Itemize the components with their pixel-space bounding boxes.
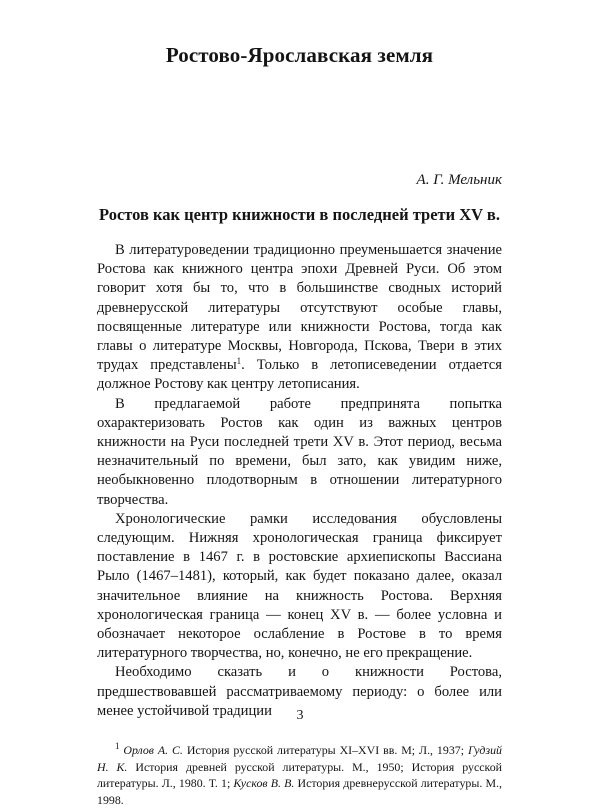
paragraph-3: Хронологические рамки исследования обусловлены следующим. Нижняя хронологическая граница фиксирует поставление в 1467 г. в ростовские архиепископы Вассиана Рыло (1467–1481), который, как будет показано далее, оказал значительное влияние на книжность Ростова. Верхняя хронологическая граница — конец XV в. — более условна и обозначает некоторое ослабление в Ростове в то время литературного творчества, но, конечно, не его прекращение. bbox=[97, 510, 502, 662]
paragraph-1-text-end: . Только в летописеведении отдается должное Ростову как центру летописания. bbox=[97, 357, 502, 393]
footnote-1 bbox=[97, 742, 502, 808]
footnote-text-3: История древнерусской литературы. М., 1998. bbox=[97, 776, 502, 807]
chapter-title: Ростово-Ярославская земля bbox=[165, 43, 434, 67]
paragraph-2: В предлагаемой работе предпринята попытка охарактеризовать Ростов как один из важных центров книжности на Руси последней трети XV в. Этот период, весьма незначительный по времени, был зато, как увидим ниже, необыкновенно плодотворным в отношении литературного творчества. bbox=[97, 395, 502, 508]
article-author: А. Г. Мельник bbox=[416, 172, 502, 188]
footnote bbox=[97, 742, 502, 808]
paragraph-1-text: В литературоведении традиционно преуменьшается значение Ростова как книжного центра эпохи Древней Руси. Об этом говорит хотя бы то, что в большинстве сводных историй древнерусской литературы отсутствуют особые главы, посвященные литературе или книжности Ростова, тогда как главы о литературе Москвы, Новгорода, Пскова, Твери в этих трудах представлены bbox=[97, 242, 502, 374]
paragraph-1 bbox=[97, 241, 502, 395]
footnote-text-2: История древней русской литературы. М., 1950; История русской литературы. Л., 1980. Т. 1; bbox=[97, 759, 502, 791]
page-number: 3 bbox=[296, 708, 304, 723]
section-title: Ростов как центр книжности в последней трети XV в. bbox=[99, 205, 500, 224]
footnote-mark: 1 bbox=[115, 741, 120, 752]
footnote-author-orlov: Орлов А. С. bbox=[123, 743, 183, 758]
article-body bbox=[97, 241, 502, 721]
footnote-reference: 1 bbox=[236, 356, 242, 367]
paragraph-4: Необходимо сказать и о книжности Ростова, предшествовавшей рассматриваемому периоду: о более или менее устойчивой традиции bbox=[97, 664, 502, 719]
footnote-text-1: История русской литературы XI–XVI вв. М; Л., 1937; bbox=[182, 743, 468, 758]
footnote-author-kuskov: Кусков В. В. bbox=[233, 776, 295, 791]
footnote-author-gudziy: Гудзий Н. К. bbox=[97, 743, 502, 774]
